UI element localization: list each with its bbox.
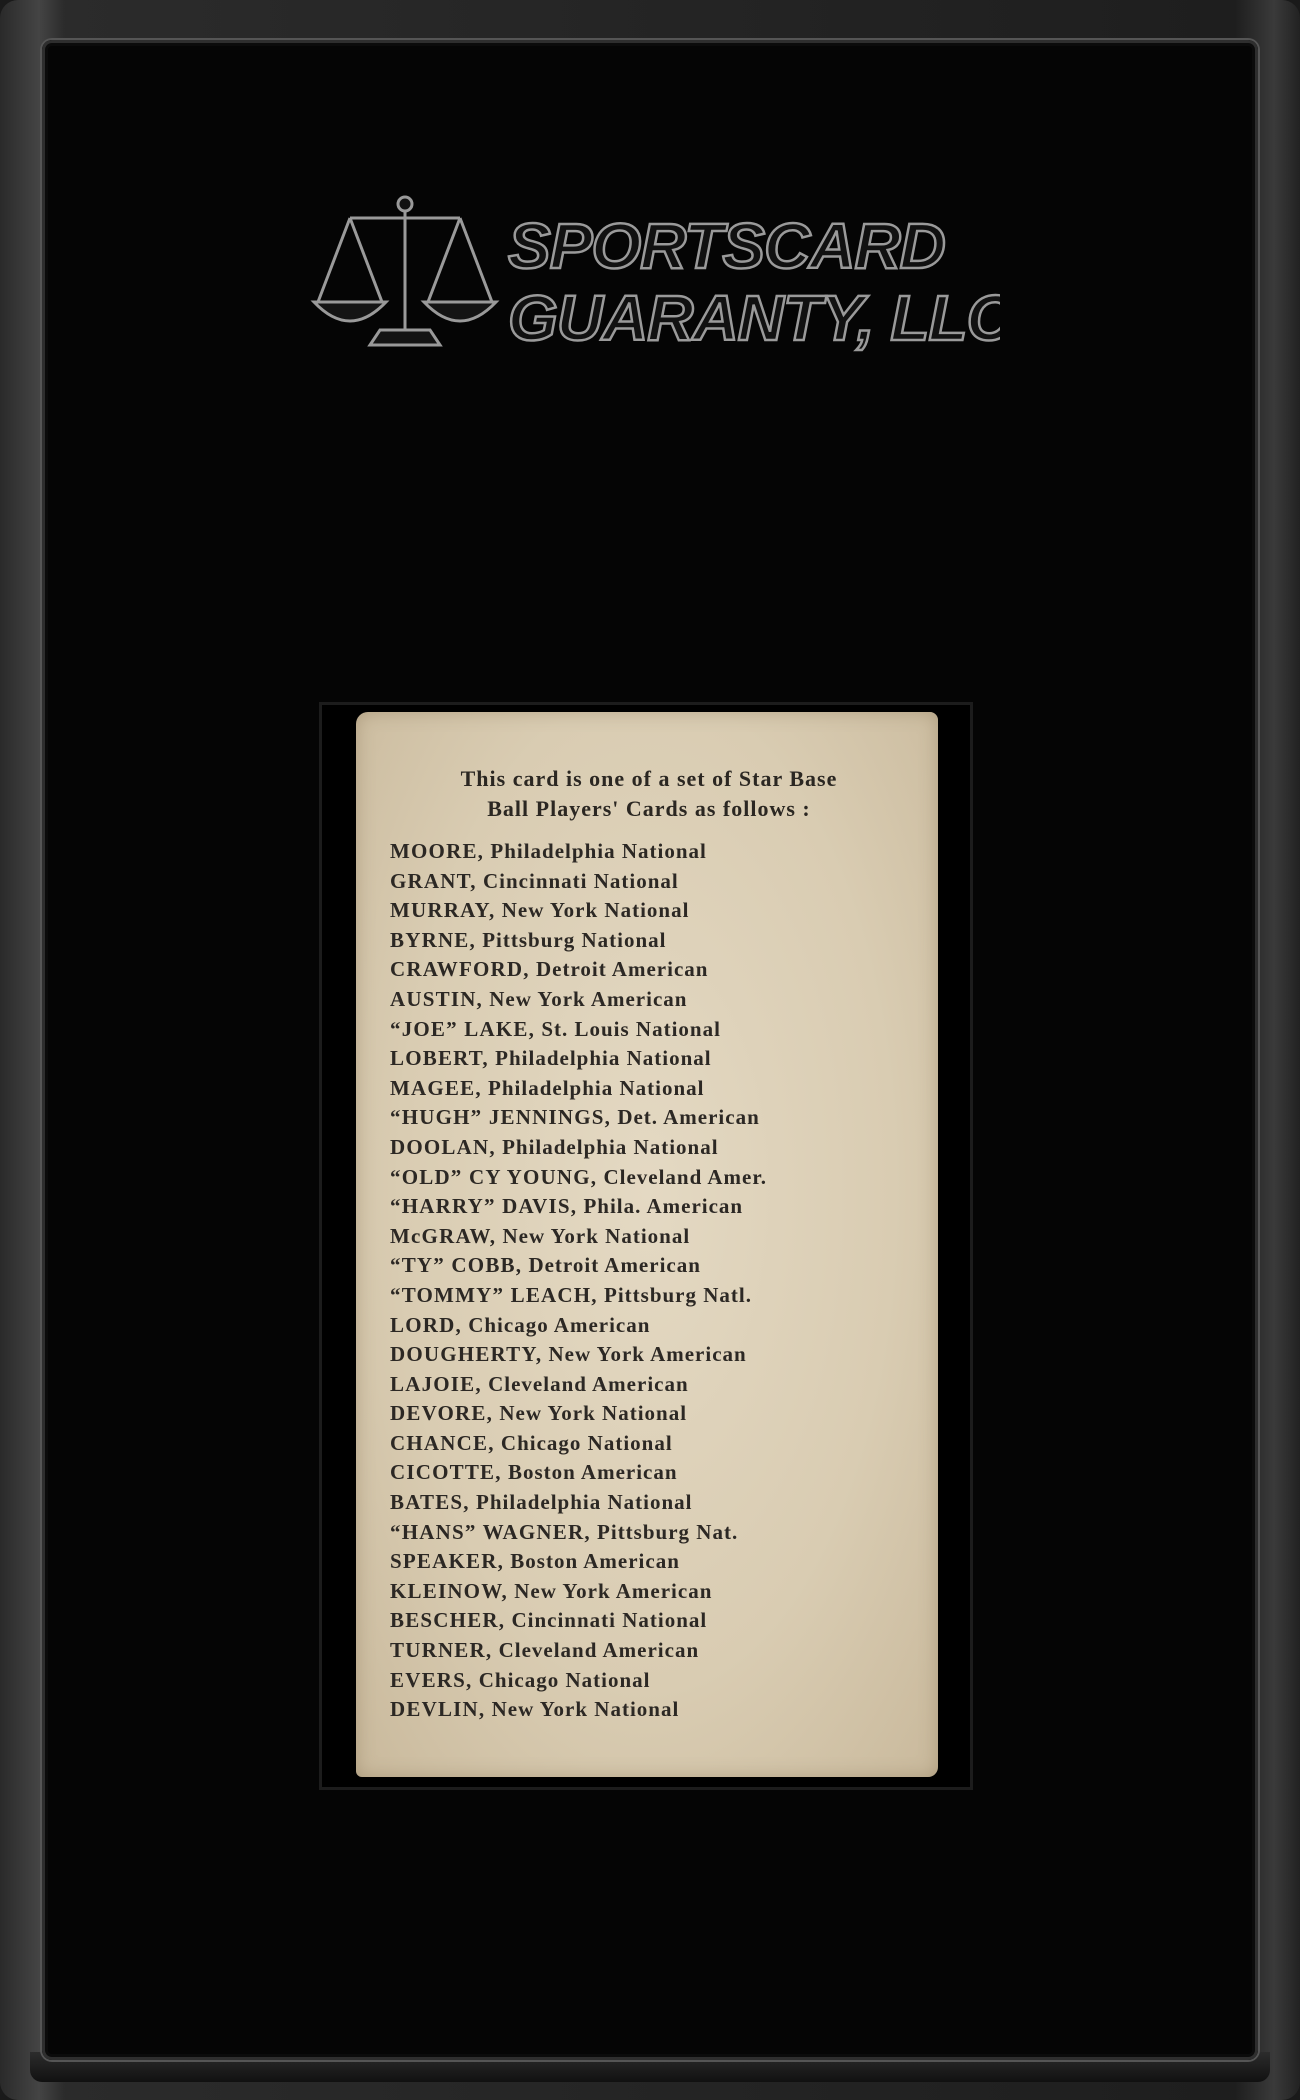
- player-entry: [390, 1370, 935, 1400]
- player-team: Chicago American: [468, 1312, 651, 1337]
- player-team: New York American: [514, 1578, 713, 1603]
- logo-line-2: GUARANTY, LLC: [508, 282, 1000, 354]
- player-entry: [390, 1606, 935, 1636]
- player-entry: [390, 1015, 935, 1045]
- player-name: LAJOIE,: [390, 1371, 482, 1396]
- player-name: EVERS,: [390, 1667, 473, 1692]
- player-team: New York National: [501, 898, 690, 923]
- player-name: “TY” COBB,: [390, 1253, 523, 1278]
- player-name: GRANT,: [390, 868, 477, 893]
- player-entry: [390, 1518, 935, 1548]
- player-name: KLEINOW,: [390, 1578, 508, 1603]
- grader-logo-svg: [310, 190, 1000, 380]
- player-team: Pittsburg Nat.: [597, 1519, 739, 1544]
- player-team: Chicago National: [500, 1430, 673, 1455]
- player-team: Chicago National: [478, 1667, 651, 1692]
- player-name: BYRNE,: [390, 927, 476, 952]
- player-team: Cleveland Amer.: [603, 1164, 768, 1189]
- player-entry: [390, 1044, 935, 1074]
- player-name: “JOE” LAKE,: [390, 1016, 536, 1041]
- player-entry: [390, 1192, 935, 1222]
- player-entry: [390, 1222, 935, 1252]
- player-team: Cleveland American: [488, 1371, 689, 1396]
- player-checklist: [390, 837, 935, 1725]
- player-name: “HUGH” JENNINGS,: [390, 1105, 612, 1130]
- player-entry: [390, 926, 935, 956]
- player-entry: [390, 1163, 935, 1193]
- player-team: Philadelphia National: [495, 1046, 712, 1071]
- player-name: “TOMMY” LEACH,: [390, 1282, 598, 1307]
- player-entry: [390, 1133, 935, 1163]
- player-name: MOORE,: [390, 839, 485, 863]
- player-entry: [390, 1458, 935, 1488]
- player-team: Pittsburg Natl.: [604, 1282, 752, 1307]
- player-name: LORD,: [390, 1312, 462, 1337]
- player-entry: [390, 1547, 935, 1577]
- player-name: “HANS” WAGNER,: [390, 1519, 591, 1544]
- baseball-card-back: [356, 712, 938, 1777]
- player-team: Cleveland American: [498, 1638, 700, 1663]
- player-name: DEVORE,: [390, 1401, 494, 1426]
- player-name: SPEAKER,: [390, 1549, 505, 1574]
- player-name: DOOLAN,: [390, 1134, 496, 1159]
- card-heading: [384, 764, 914, 824]
- player-team: New York American: [548, 1342, 747, 1367]
- player-entry: [390, 896, 935, 926]
- player-team: Phila. American: [583, 1194, 744, 1219]
- logo-line-1: SPORTSCARD: [508, 210, 945, 282]
- player-entry: [390, 955, 935, 985]
- player-name: DOUGHERTY,: [390, 1342, 543, 1367]
- player-team: New York American: [489, 986, 688, 1011]
- player-entry: [390, 1251, 935, 1281]
- player-entry: [390, 1636, 935, 1666]
- player-entry: [390, 985, 935, 1015]
- player-entry: [390, 837, 935, 867]
- player-name: “OLD” CY YOUNG,: [390, 1164, 598, 1189]
- player-entry: [390, 1488, 935, 1518]
- player-name: MAGEE,: [390, 1075, 482, 1100]
- player-team: New York National: [502, 1223, 691, 1248]
- player-team: Detroit American: [535, 957, 709, 982]
- player-team: Philadelphia National: [476, 1490, 693, 1515]
- player-name: DEVLIN,: [390, 1697, 486, 1722]
- player-entry: [390, 1695, 935, 1725]
- player-entry: [390, 1074, 935, 1104]
- player-entry: [390, 1666, 935, 1696]
- player-team: St. Louis National: [541, 1016, 721, 1041]
- player-team: Boston American: [507, 1460, 678, 1485]
- player-name: TURNER,: [390, 1638, 493, 1663]
- player-entry: [390, 867, 935, 897]
- scales-of-justice-icon: [314, 197, 496, 345]
- player-name: CHANCE,: [390, 1430, 495, 1455]
- player-name: BESCHER,: [390, 1608, 506, 1633]
- player-name: CICOTTE,: [390, 1460, 502, 1485]
- player-entry: [390, 1103, 935, 1133]
- player-team: Philadelphia National: [502, 1134, 719, 1159]
- player-team: Det. American: [617, 1105, 760, 1130]
- player-name: AUSTIN,: [390, 986, 484, 1011]
- player-team: Cincinnati National: [482, 868, 679, 893]
- card-heading-line-2: Ball Players' Cards as follows :: [487, 796, 811, 821]
- player-team: New York National: [491, 1697, 680, 1722]
- player-team: Pittsburg National: [482, 927, 667, 952]
- player-entry: [390, 1281, 935, 1311]
- player-entry: [390, 1311, 935, 1341]
- player-team: Boston American: [510, 1549, 680, 1574]
- grader-logo: [310, 190, 1000, 380]
- player-team: Philadelphia National: [490, 839, 707, 863]
- player-name: McGRAW,: [390, 1223, 497, 1248]
- player-team: Detroit American: [528, 1253, 701, 1278]
- player-name: BATES,: [390, 1490, 470, 1515]
- player-name: “HARRY” DAVIS,: [390, 1194, 578, 1219]
- player-team: Philadelphia National: [488, 1075, 705, 1100]
- player-entry: [390, 1340, 935, 1370]
- player-entry: [390, 1577, 935, 1607]
- player-team: New York National: [499, 1401, 688, 1426]
- player-entry: [390, 1399, 935, 1429]
- player-entry: [390, 1429, 935, 1459]
- card-heading-line-1: This card is one of a set of Star Base: [460, 766, 838, 791]
- player-team: Cincinnati National: [511, 1608, 708, 1633]
- player-name: LOBERT,: [390, 1046, 489, 1071]
- player-name: CRAWFORD,: [390, 957, 530, 982]
- player-name: MURRAY,: [390, 898, 496, 923]
